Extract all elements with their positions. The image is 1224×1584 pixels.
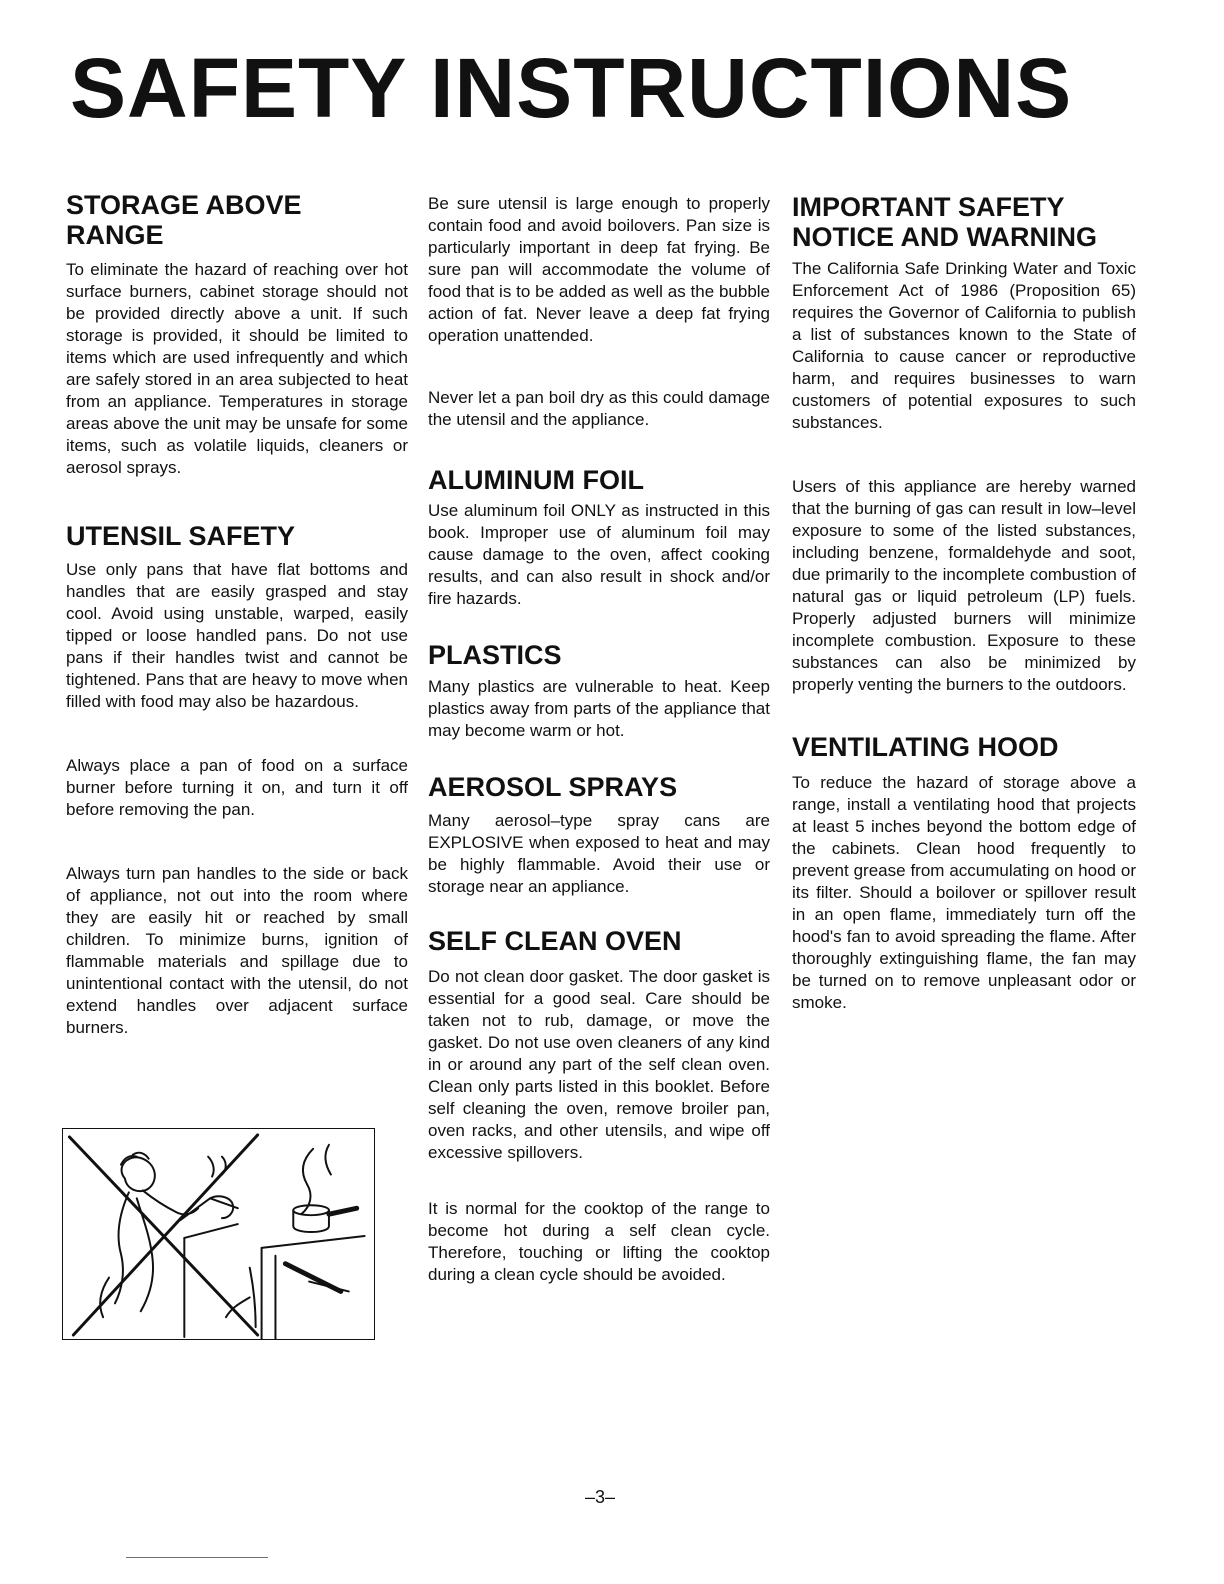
plastics-body: Many plastics are vulnerable to heat. Keep plastics away from parts of the appliance that may become warm or hot. bbox=[428, 677, 770, 740]
aerosol-body: Many aerosol–type spray cans are EXPLOSIVE when exposed to heat and may be highly flammable. Avoid their use or storage near an appliance. bbox=[428, 811, 770, 896]
column-middle bbox=[428, 190, 770, 1286]
utensil-body-3: Always turn pan handles to the side or back of appliance, not out into the room where they are easily hit or reached by small children. To minimize burns, ignition of flammable materials and spillage due to unintentional contact with the utensil, do not extend handles over adjacent surface burners. bbox=[66, 864, 408, 1037]
notice-heading: IMPORTANT SAFETY NOTICE AND WARNING bbox=[792, 192, 1097, 252]
foil-body: Use aluminum foil ONLY as instructed in this book. Improper use of aluminum foil may cause damage to the oven, affect cooking results, and can also result in shock and/or fire hazards. bbox=[428, 501, 770, 608]
notice-body-1: The California Safe Drinking Water and Toxic Enforcement Act of 1986 (Proposition 65) requires the Governor of California to publish a list of substances known to the State of California to cause cancer or reproductive harm, and requires businesses to warn customers of potential exposures to such substances. bbox=[792, 259, 1136, 432]
selfclean-body-2: It is normal for the cooktop of the range to become hot during a self clean cycle. Therefore, touching or lifting the cooktop during a clean cycle should be avoided. bbox=[428, 1199, 770, 1284]
utensil-body-5: Never let a pan boil dry as this could damage the utensil and the appliance. bbox=[428, 388, 770, 429]
pan-handle-illustration bbox=[62, 1128, 375, 1340]
correct-pan-figure bbox=[226, 1145, 365, 1339]
storage-heading: STORAGE ABOVE RANGE bbox=[66, 190, 302, 250]
hood-heading: VENTILATING HOOD bbox=[792, 732, 1059, 762]
page-title: SAFETY INSTRUCTIONS bbox=[70, 41, 1073, 135]
notice-body-2: Users of this appliance are hereby warned that the burning of gas can result in low–level exposure to some of the listed substances, including benzene, formaldehyde and soot, due primarily to the incomplete combustion of natural gas or liquid petroleum (LP) fuels. Properly adjusted burners will minimize incomplete combustion. Exposure to these substances can also be minimized by properly venting the burners to the outdoors. bbox=[792, 477, 1136, 694]
utensil-body-1: Use only pans that have flat bottoms and handles that are easily grasped and stay cool. Avoid using unstable, warped, easily tipped or loose handled pans. Do not use pans if their handles twist and cannot be tightened. Pans that are heavy to move when filled with food may also be hazardous. bbox=[66, 560, 408, 711]
column-left bbox=[66, 190, 408, 1039]
utensil-heading: UTENSIL SAFETY bbox=[66, 521, 296, 551]
aerosol-heading: AEROSOL SPRAYS bbox=[428, 772, 678, 802]
utensil-body-4: Be sure utensil is large enough to properly contain food and avoid boilovers. Pan size is particularly important in deep fat frying. Be sure pan will accommodate the volume of food that is to be added as well as the bubble action of fat. Never leave a deep fat frying operation unattended. bbox=[428, 194, 770, 345]
left-range-corner bbox=[180, 1157, 237, 1337]
plastics-heading: PLASTICS bbox=[428, 640, 562, 670]
foil-heading: ALUMINUM FOIL bbox=[428, 465, 644, 495]
footer-rule bbox=[126, 1557, 268, 1558]
storage-body: To eliminate the hazard of reaching over hot surface burners, cabinet storage should not be provided directly above a unit. If such storage is provided, it should be limited to items which are used infrequently and which are safely stored in an area subjected to heat from an appliance. Temperatures in storage areas above the unit may be unsafe for some items, such as volatile liquids, cleaners or aerosol sprays. bbox=[66, 260, 408, 477]
illustration-drawing bbox=[63, 1129, 374, 1339]
hood-body: To reduce the hazard of storage above a range, install a ventilating hood that projects at least 5 inches beyond the bottom edge of the cabinets. Clean hood frequently to prevent grease from accumulating on hood or its filter. Should a boilover or spillover result in an open flame, immediately turn off the hood's fan to avoid spreading the flame. After thoroughly extinguishing flame, the fan may be turned on to remove unpleasant odor or smoke. bbox=[792, 773, 1136, 1012]
utensil-body-2: Always place a pan of food on a surface burner before turning it on, and turn it off before removing the pan. bbox=[66, 756, 408, 819]
page-number: –3– bbox=[584, 1487, 616, 1507]
column-right bbox=[792, 190, 1136, 1014]
selfclean-heading: SELF CLEAN OVEN bbox=[428, 926, 682, 956]
selfclean-body-1: Do not clean door gasket. The door gasket is essential for a good seal. Care should be taken not to rub, damage, or move the gasket. Do not use oven cleaners of any kind in or around any part of the self clean oven. Clean only parts listed in this booklet. Before self cleaning the oven, remove broiler pan, oven racks, and other utensils, and wipe off excessive spillovers. bbox=[428, 967, 770, 1162]
